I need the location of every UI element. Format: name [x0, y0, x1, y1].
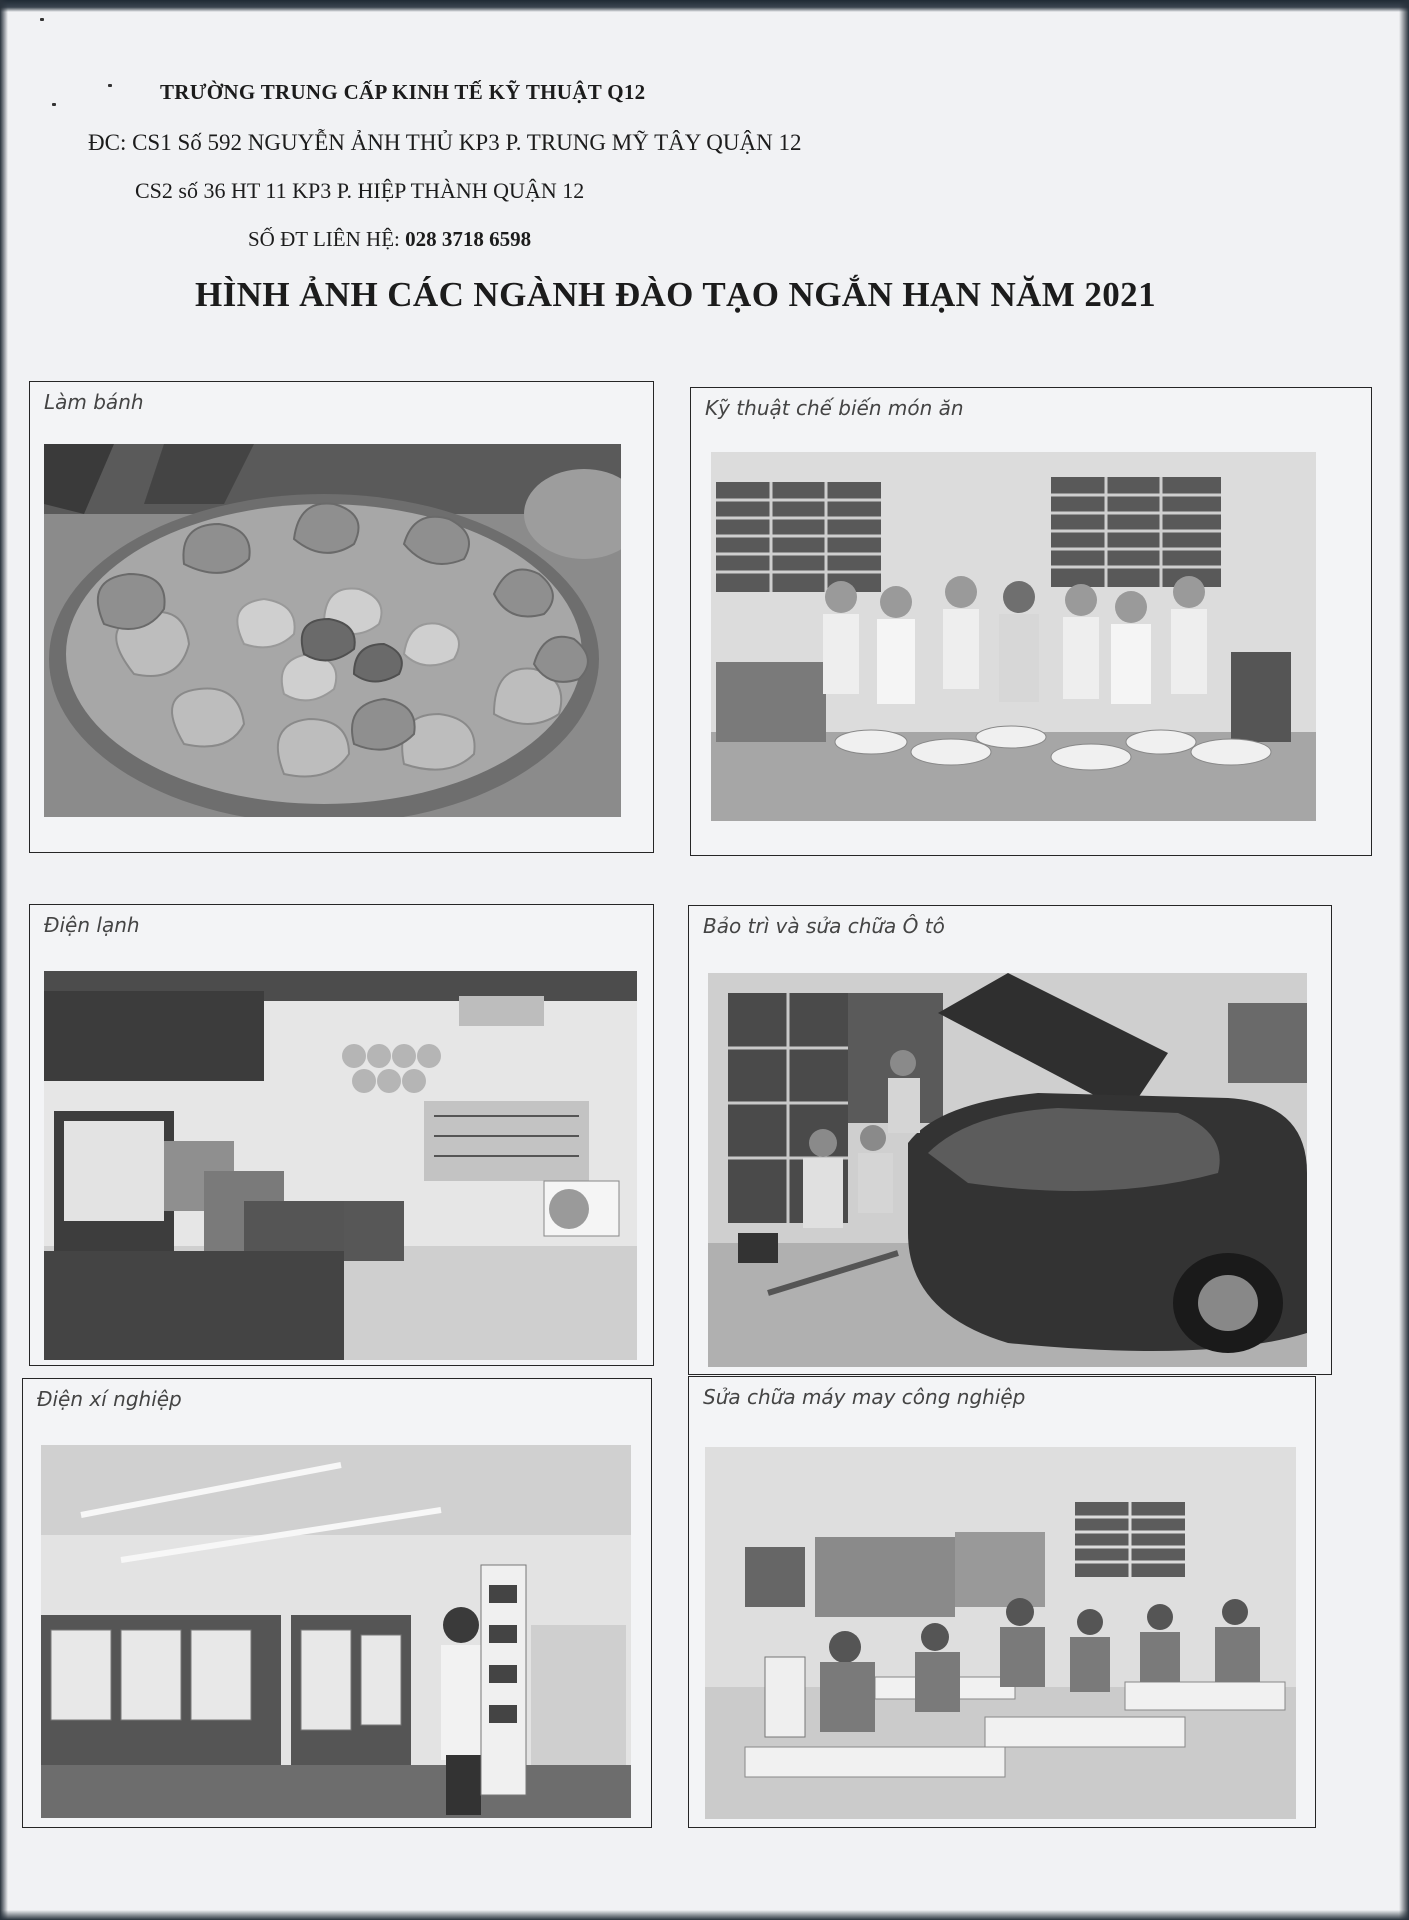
scan-edge-left	[0, 0, 8, 1920]
program-caption: Điện lạnh	[44, 913, 140, 937]
scan-edge-bottom	[0, 1910, 1409, 1920]
program-panel-baking	[29, 381, 654, 853]
program-panel-refrigeration	[29, 904, 654, 1366]
auto-repair-photo	[708, 973, 1307, 1367]
program-panel-auto-repair	[688, 905, 1332, 1375]
scan-speck	[40, 18, 44, 21]
school-name: TRƯỜNG TRUNG CẤP KINH TẾ KỸ THUẬT Q12	[160, 80, 646, 104]
industrial-electrical-photo	[41, 1445, 631, 1818]
scan-speck	[52, 103, 56, 106]
refrigeration-photo	[44, 971, 637, 1360]
scan-edge-top	[0, 0, 1409, 12]
address-line-2: CS2 số 36 HT 11 KP3 P. HIỆP THÀNH QUẬN 12	[135, 178, 585, 203]
program-caption: Bảo trì và sửa chữa Ô tô	[703, 914, 945, 938]
page-title: HÌNH ẢNH CÁC NGÀNH ĐÀO TẠO NGẮN HẠN NĂM 2021	[195, 275, 1156, 314]
baking-photo	[44, 444, 621, 817]
phone-number: 028 3718 6598	[405, 227, 532, 251]
scan-speck	[108, 84, 112, 87]
program-panel-industrial-electrical	[22, 1378, 652, 1828]
program-panel-sewing-machine-repair	[688, 1376, 1316, 1828]
address-line-1: ĐC: CS1 Số 592 NGUYỄN ẢNH THỦ KP3 P. TRUNG MỸ TÂY QUẬN 12	[88, 130, 802, 155]
phone-label: SỐ ĐT LIÊN HỆ:	[248, 227, 400, 251]
scan-edge-right	[1399, 0, 1409, 1920]
program-caption: Kỹ thuật chế biến món ăn	[705, 396, 964, 420]
program-caption: Làm bánh	[44, 390, 144, 414]
program-caption: Điện xí nghiệp	[37, 1387, 182, 1411]
sewing-machine-repair-photo	[705, 1447, 1296, 1819]
cooking-photo	[711, 452, 1316, 821]
program-panel-cooking	[690, 387, 1372, 856]
phone-line	[248, 227, 531, 252]
program-caption: Sửa chữa máy may công nghiệp	[703, 1385, 1026, 1409]
